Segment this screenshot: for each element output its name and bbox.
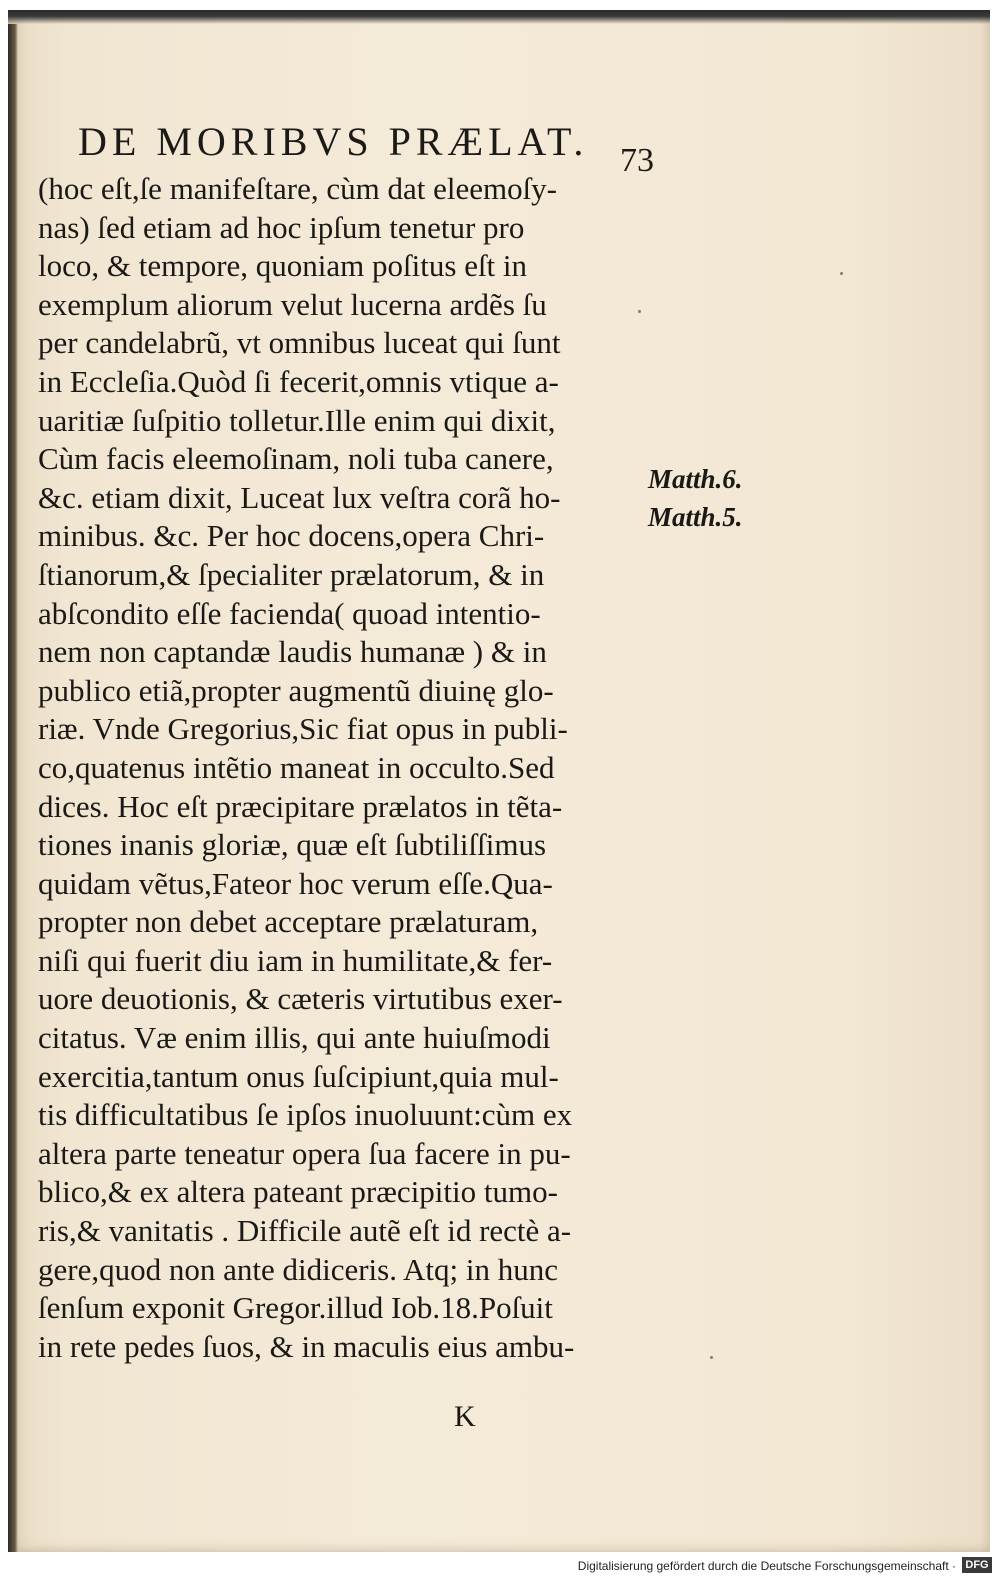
text-line: loco, & tempore, quoniam poſitus eſt in <box>38 248 528 284</box>
page-gutter-shadow <box>8 24 18 1552</box>
paper-speck <box>840 272 843 275</box>
paper-speck <box>638 310 641 313</box>
page-number: 73 <box>620 142 654 179</box>
text-line: per candelabrũ, vt omnibus luceat qui ſunt <box>38 325 561 361</box>
text-line: altera parte teneatur opera ſua facere in pu- <box>38 1135 571 1171</box>
text-line: Cùm facis eleemoſinam, noli tuba canere, <box>38 441 554 477</box>
text-line: ſtianorum,& ſpecialiter prælatorum, & in <box>38 556 545 592</box>
text-line: blico,& ex altera pateant præcipitio tumo- <box>38 1174 558 1210</box>
text-line: uore deuotionis, & cæteris virtutibus exer- <box>38 981 563 1017</box>
text-line: exercitia,tantum onus ſuſcipiunt,quia mul- <box>38 1058 559 1094</box>
body-text <box>38 170 658 1366</box>
text-line: ris,& vanitatis . Difficile autẽ eſt id rectè a- <box>38 1213 572 1249</box>
text-line: minibus. &c. Per hoc docens,opera Chri- <box>38 518 545 554</box>
text-line: dices. Hoc eſt præcipitare prælatos in tẽta- <box>38 788 563 824</box>
text-line: propter non debet acceptare prælaturam, <box>38 904 539 940</box>
marginal-note-matth-5: Matth.5. <box>648 502 743 532</box>
book-page <box>8 10 990 1552</box>
text-line: in rete pedes ſuos, & in maculis eius ambu- <box>38 1328 575 1364</box>
text-line: citatus. Væ enim illis, qui ante huiuſmodi <box>38 1020 551 1056</box>
running-title: DE MORIBVS PRÆLAT. <box>78 119 589 164</box>
text-line: exemplum aliorum velut lucerna ardẽs ſu <box>38 286 547 322</box>
text-line: tiones inanis gloriæ, quæ eſt ſubtiliſſimus <box>38 827 547 863</box>
text-line: in Eccleſia.Quòd ſi fecerit,omnis vtique a- <box>38 363 559 399</box>
text-line: nem non captandæ laudis humanæ ) & in <box>38 634 547 670</box>
text-line: ſenſum exponit Gregor.illud Iob.18.Poſuit <box>38 1290 553 1326</box>
text-line: abſcondito eſſe facienda( quoad intentio- <box>38 595 541 631</box>
page-top-edge <box>8 10 990 24</box>
text-line: riæ. Vnde Gregorius,Sic fiat opus in publi- <box>38 711 568 747</box>
dfg-logo: DFG <box>962 1557 992 1573</box>
signature-mark: K <box>454 1400 476 1433</box>
text-line: &c. etiam dixit, Luceat lux veſtra corã ho- <box>38 479 561 515</box>
text-line: niſi qui fuerit diu iam in humilitate,& fer- <box>38 942 553 978</box>
marginal-note-matth-6: Matth.6. <box>648 464 743 494</box>
text-line: tis difficultatibus ſe ipſos inuoluunt:cùm ex <box>38 1097 573 1133</box>
text-line: gere,quod non ante didiceris. Atq; in hunc <box>38 1251 558 1287</box>
text-line: publico etiã,propter augmentũ diuinę glo- <box>38 672 554 708</box>
funding-credit: Digitalisierung gefördert durch die Deutsche Forschungsgemeinschaft · <box>577 1559 956 1573</box>
text-line: nas) ſed etiam ad hoc ipſum tenetur pro <box>38 209 525 245</box>
text-line: (hoc eſt,ſe manifeſtare, cùm dat eleemoſy- <box>38 171 558 206</box>
footer-bar <box>0 1552 1000 1580</box>
text-line: co,quatenus intẽtio maneat in occulto.Sed <box>38 749 555 785</box>
text-line: quidam vẽtus,Fateor hoc verum eſſe.Qua- <box>38 865 553 901</box>
text-line: uaritiæ ſuſpitio tolletur.Ille enim qui dixit, <box>38 402 556 438</box>
paper-speck <box>710 1356 713 1359</box>
